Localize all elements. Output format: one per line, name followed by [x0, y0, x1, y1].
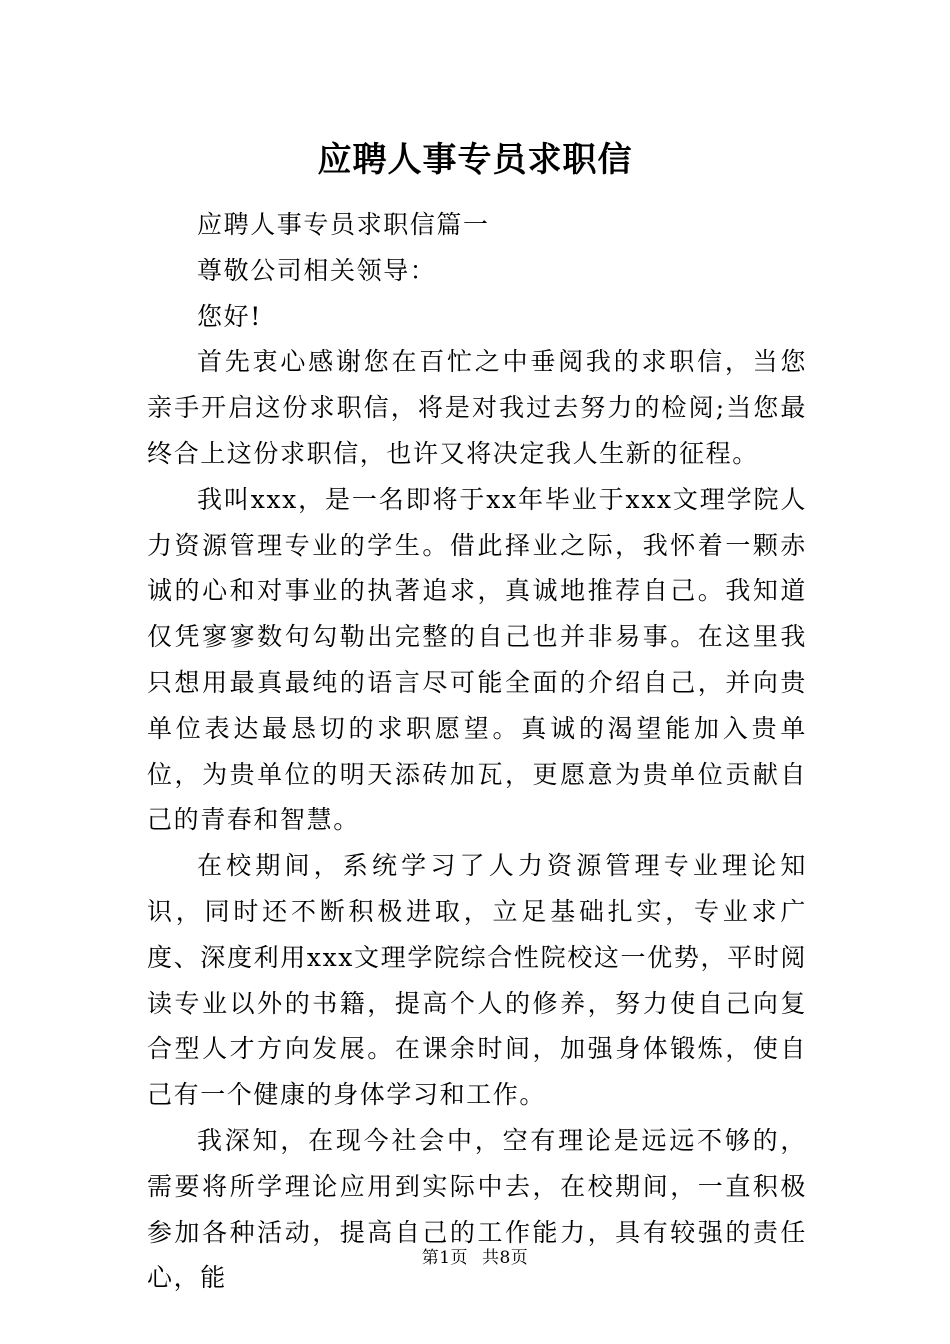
greeting: 您好!: [197, 301, 262, 331]
salutation: 尊敬公司相关领导：: [197, 255, 437, 285]
document-body: [147, 202, 807, 1301]
page-footer: [0, 1243, 950, 1268]
body-paragraph: 首先衷心感谢您在百忙之中垂阅我的求职信，当您亲手开启这份求职信，将是对我过去努力的检阅;当您最终合上这份求职信，也许又将决定我人生新的征程。: [147, 347, 807, 468]
document-title: 应聘人事专员求职信: [317, 140, 633, 180]
page-number: 第1页: [421, 1248, 469, 1268]
section-heading: 应聘人事专员求职信篇一: [197, 210, 490, 239]
body-paragraph: 我深知，在现今社会中，空有理论是远远不够的，需要将所学理论应用到实际中去，在校期间，一直积极参加各种活动，提高自己的工作能力，具有较强的责任心，能: [147, 1125, 807, 1293]
body-paragraph: 我叫xxx，是一名即将于xx年毕业于xxx文理学院人力资源管理专业的学生。借此择业之际，我怀着一颗赤诚的心和对事业的执著追求，真诚地推荐自己。我知道仅凭寥寥数句勾勒出完整的自己也并非易事。在这里我只想用最真最纯的语言尽可能全面的介绍自己，并向贵单位表达最恳切的求职愿望。真诚的渴望能加入贵单位，为贵单位的明天添砖加瓦，更愿意为贵单位贡献自己的青春和智慧。: [147, 484, 807, 835]
page-total: 共8页: [481, 1248, 529, 1268]
body-paragraph: 在校期间，系统学习了人力资源管理专业理论知识，同时还不断积极进取，立足基础扎实，专业求广度、深度利用xxx文理学院综合性院校这一优势，平时阅读专业以外的书籍，提高个人的修养，努力使自己向复合型人才方向发展。在课余时间，加强身体锻炼，使自己有一个健康的身体学习和工作。: [147, 851, 807, 1110]
